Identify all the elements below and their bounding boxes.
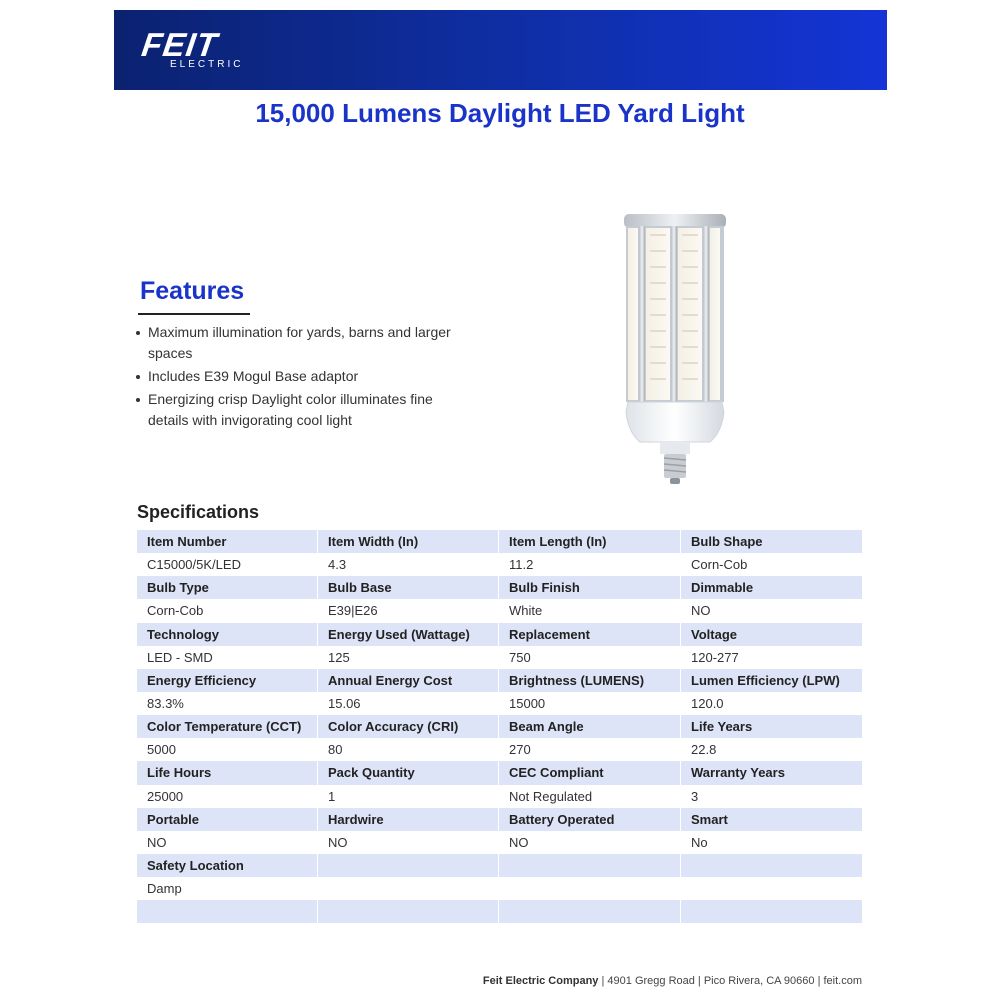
spec-label: Life Hours [137,761,318,784]
specifications-table [137,530,863,923]
features-heading: Features [140,277,245,305]
feature-item: Maximum illumination for yards, barns and larger spaces [134,322,464,364]
spec-value [318,877,499,900]
spec-label-row [137,530,863,553]
spec-label [318,854,499,877]
spec-label [499,854,681,877]
spec-label: Hardwire [318,808,499,831]
corn-cob-led-bulb-icon [612,210,738,488]
spec-label: Pack Quantity [318,761,499,784]
page-title: 15,000 Lumens Daylight LED Yard Light [255,98,745,128]
specifications-heading: Specifications [137,502,260,522]
spec-value-row [137,785,863,808]
spec-empty-row [137,900,863,923]
logo-wordmark: FEIT [139,26,221,63]
spec-empty-cell [681,900,863,923]
spec-label-row [137,761,863,784]
spec-value: NO [681,599,863,622]
spec-value: 125 [318,646,499,669]
spec-empty-cell [318,900,499,923]
spec-label: Lumen Efficiency (LPW) [681,669,863,692]
header-banner [114,10,887,90]
spec-value: LED - SMD [137,646,318,669]
spec-value: 120.0 [681,692,863,715]
spec-label: Dimmable [681,576,863,599]
spec-label: Beam Angle [499,715,681,738]
spec-label: Safety Location [137,854,318,877]
spec-value: 25000 [137,785,318,808]
feit-electric-logo[interactable] [139,26,262,72]
spec-value: 22.8 [681,738,863,761]
spec-value-row [137,738,863,761]
spec-label: Bulb Type [137,576,318,599]
spec-label: Bulb Base [318,576,499,599]
spec-value [499,877,681,900]
spec-label: Item Length (In) [499,530,681,553]
page-footer [483,975,862,987]
spec-empty-cell [499,900,681,923]
spec-value-row [137,646,863,669]
spec-label-row [137,576,863,599]
spec-empty-cell [137,900,318,923]
spec-value-row [137,692,863,715]
spec-label: Bulb Shape [681,530,863,553]
spec-value: Damp [137,877,318,900]
features-underline [138,313,250,315]
spec-value: NO [137,831,318,854]
spec-value: 5000 [137,738,318,761]
features-list [134,322,464,433]
spec-value: NO [499,831,681,854]
spec-value [681,877,863,900]
spec-value: White [499,599,681,622]
spec-value-row [137,831,863,854]
spec-label: Technology [137,623,318,646]
footer-company: Feit Electric Company [482,975,599,987]
spec-value: 1 [318,785,499,808]
feature-item: Includes E39 Mogul Base adaptor [134,366,464,387]
spec-label-row [137,669,863,692]
spec-value: 270 [499,738,681,761]
spec-label: Brightness (LUMENS) [499,669,681,692]
item-number-link[interactable]: C15000/5K/LED [137,553,318,576]
footer-website-link[interactable]: feit.com [823,975,862,987]
spec-value: 750 [499,646,681,669]
spec-label-row [137,715,863,738]
spec-value: No [681,831,863,854]
spec-value: E39|E26 [318,599,499,622]
spec-label [681,854,863,877]
spec-label: Annual Energy Cost [318,669,499,692]
footer-address: | 4901 Gregg Road | Pico Rivera, CA 90660 | [601,975,821,987]
spec-value: Not Regulated [499,785,681,808]
spec-value: 4.3 [318,553,499,576]
spec-value: 11.2 [499,553,681,576]
spec-label: Energy Efficiency [137,669,318,692]
spec-label-row [137,623,863,646]
spec-value: NO [318,831,499,854]
spec-label: Energy Used (Wattage) [318,623,499,646]
spec-label-row [137,808,863,831]
spec-label: CEC Compliant [499,761,681,784]
spec-value: 80 [318,738,499,761]
feature-item: Energizing crisp Daylight color illuminates fine details with invigorating cool light [134,389,464,431]
spec-label: Warranty Years [681,761,863,784]
spec-value: 120-277 [681,646,863,669]
spec-value-row [137,877,863,900]
spec-value: Corn-Cob [681,553,863,576]
spec-value: 15.06 [318,692,499,715]
spec-label: Bulb Finish [499,576,681,599]
spec-label: Battery Operated [499,808,681,831]
spec-label: Item Width (In) [318,530,499,553]
spec-value: 15000 [499,692,681,715]
spec-label: Color Temperature (CCT) [137,715,318,738]
spec-label: Color Accuracy (CRI) [318,715,499,738]
spec-value: Corn-Cob [137,599,318,622]
spec-label: Voltage [681,623,863,646]
spec-label: Item Number [137,530,318,553]
spec-label: Life Years [681,715,863,738]
spec-value: 3 [681,785,863,808]
spec-label: Replacement [499,623,681,646]
logo-subtext: ELECTRIC [170,59,244,70]
spec-value-row [137,553,863,576]
spec-value-row [137,599,863,622]
spec-value: 83.3% [137,692,318,715]
spec-label: Portable [137,808,318,831]
spec-label-row [137,854,863,877]
spec-label: Smart [681,808,863,831]
